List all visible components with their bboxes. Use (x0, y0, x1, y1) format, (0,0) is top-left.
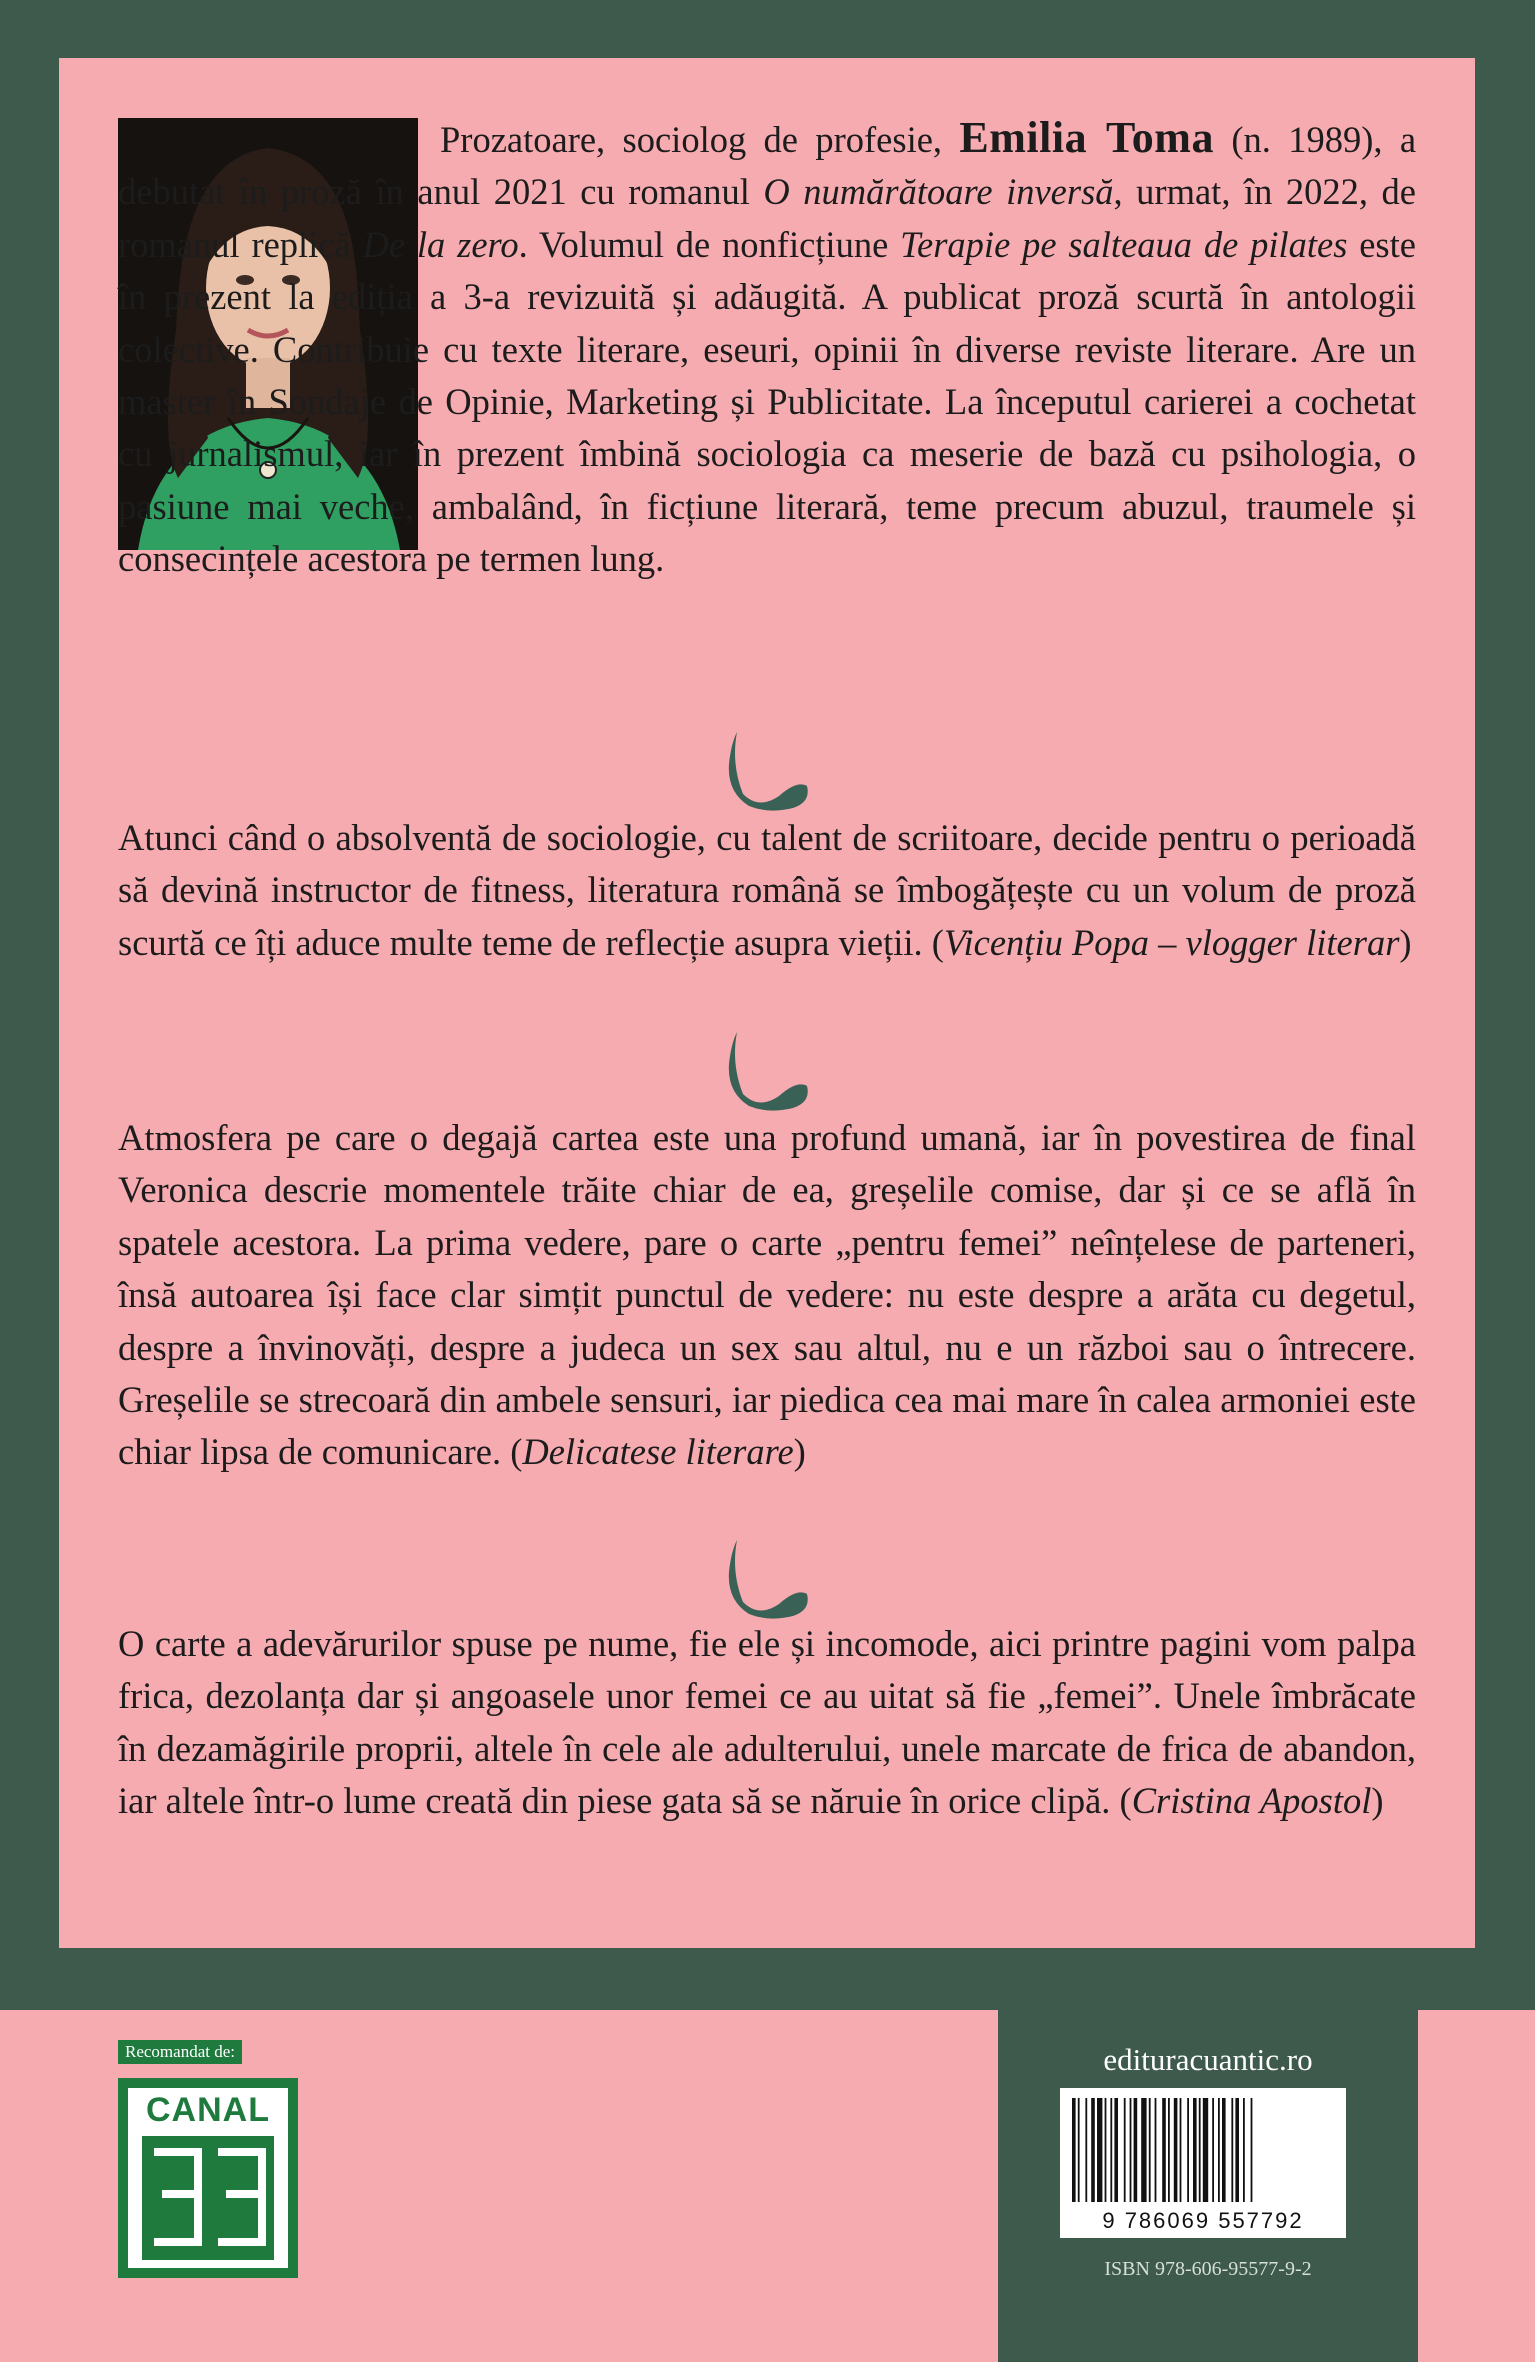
quote-1 (118, 812, 1416, 969)
barcode-digits: 9 786069 557792 (1060, 2208, 1346, 2234)
quote-2-text: Atmosfera pe care o degajă cartea este una profund umană, iar în povestirea de final Veronica descrie momentele trăite chiar de ea, greșelile comise, dar și ce se află în spatele acestora. La prima vedere, pare o carte „pentru femei” neînțelese de parteneri, însă autoarea își face clar simțit punctul de vedere: nu este despre a arăta cu degetul, despre a învinovăți, despre a judeca un sex sau altul, nu e un război sau o întrecere. Greșelile se strecoară din ambele sensuri, iar piedica cea mai mare în calea armoniei este chiar lipsa de comunicare. ( (118, 1117, 1416, 1473)
bio-text-2: , urmat, în 2022, de romanul replică (118, 171, 1416, 265)
isbn-barcode (1060, 2088, 1346, 2238)
barcode-bar (1110, 2098, 1112, 2202)
barcode-bar (1072, 2098, 1076, 2202)
barcode-bar (1162, 2098, 1166, 2202)
barcode-bar (1124, 2098, 1126, 2202)
book-title-1: O numărătoare inversă (763, 171, 1114, 213)
barcode-bar (1222, 2098, 1226, 2202)
barcode-bar (1091, 2098, 1095, 2202)
barcode-bar (1085, 2098, 1087, 2202)
barcode-bar (1114, 2098, 1118, 2202)
barcode-bar (1174, 2098, 1178, 2202)
barcode-bar (1235, 2098, 1239, 2202)
book-title-3: Terapie pe salteaua de pilates (900, 223, 1348, 265)
quote-2 (118, 1112, 1416, 1479)
recommended-label: Recomandat de: (118, 2040, 242, 2064)
quote-3-source: Cristina Apostol (1131, 1780, 1372, 1822)
quote-2-source: Delicatese literare (522, 1431, 794, 1473)
barcode-bar (1251, 2098, 1253, 2202)
bio-lead: Prozatoare, sociolog de profesie, (440, 119, 960, 160)
barcode-bar (1212, 2098, 1214, 2202)
quote-3-close: ) (1371, 1780, 1384, 1822)
quote-2-close: ) (793, 1431, 806, 1473)
barcode-bar (1203, 2098, 1208, 2202)
barcode-bar (1199, 2098, 1201, 2202)
quote-1-close: ) (1399, 921, 1412, 963)
ornament-icon (713, 1532, 823, 1622)
author-bio (118, 112, 1416, 586)
publisher-website: edituracuantic.ro (1103, 2042, 1313, 2077)
barcode-bar (1243, 2098, 1245, 2202)
barcode-bar (1105, 2098, 1107, 2202)
book-title-2: De la zero (362, 223, 519, 265)
footer-right-band (1418, 2010, 1535, 2362)
barcode-bar (1097, 2098, 1102, 2202)
bio-text-4: este în prezent la ediția a 3-a revizuită și adăugită. A publicat proză scurtă în antologii colective. Contribuie cu texte literare, eseuri, opinii în diverse reviste literare. Are un master în Sondaje de Opinie, Marketing și Publicitate. La începutul carierei a cochetat cu jurnalismul, iar în prezent îmbină sociologia ca meserie de bază cu psihologia, o pasiune mai veche, ambalând, în ficțiune literară, teme precum abuzul, traumele și consecințele acestora pe termen lung. (118, 223, 1416, 580)
isbn-number: ISBN 978-606-95577-9-2 (1104, 2258, 1312, 2280)
barcode-bar (1168, 2098, 1170, 2202)
barcode-bar (1155, 2098, 1157, 2202)
barcode-bar (1218, 2098, 1220, 2202)
barcode-bars (1060, 2088, 1346, 2208)
barcode-bar (1078, 2098, 1080, 2202)
canal-33-logo (118, 2078, 298, 2278)
quote-3 (118, 1618, 1416, 1828)
ornament-icon (713, 724, 823, 814)
canal-text: CANAL (146, 2091, 270, 2129)
bio-text-1: (n. 1989), a debutat în proză în anul 2021 cu romanul (118, 119, 1417, 213)
ornament-icon (713, 1024, 823, 1114)
barcode-bar (1193, 2098, 1197, 2202)
barcode-bar (1134, 2098, 1138, 2202)
quote-3-text: O carte a adevărurilor spuse pe nume, fie ele și incomode, aici printre pagini vom palpa frica, dezolanța dar și angoasele unor femei ce au uitat să fie „femei”. Unele îmbrăcate în dezamăgirile proprii, altele în cele ale adulterului, unele marcate de frica de abandon, iar altele într-o lume creată din piese gata să se năruie în orice clipă. ( (118, 1623, 1416, 1822)
quote-1-text: Atunci când o absolventă de sociologie, cu talent de scriitoare, decide pentru o perioadă să devină instructor de fitness, literatura română se îmbogățește cu un volum de proză scurtă ce îți aduce multe teme de reflecție asupra vieții. ( (118, 817, 1416, 963)
channel-number-graphic (142, 2136, 274, 2260)
quote-1-source: Vicențiu Popa – vlogger literar (943, 921, 1400, 963)
barcode-bar (1187, 2098, 1189, 2202)
bio-text-3: . Volumul de nonficțiune (518, 223, 901, 265)
author-name: Emilia Toma (959, 113, 1214, 162)
barcode-bar (1149, 2098, 1151, 2202)
barcode-bar (1231, 2098, 1233, 2202)
back-cover-panel (59, 58, 1475, 1948)
channel-number: 33 (206, 2255, 210, 2257)
barcode-bar (1130, 2098, 1132, 2202)
barcode-bar (1141, 2098, 1146, 2202)
barcode-bar (1180, 2098, 1182, 2202)
